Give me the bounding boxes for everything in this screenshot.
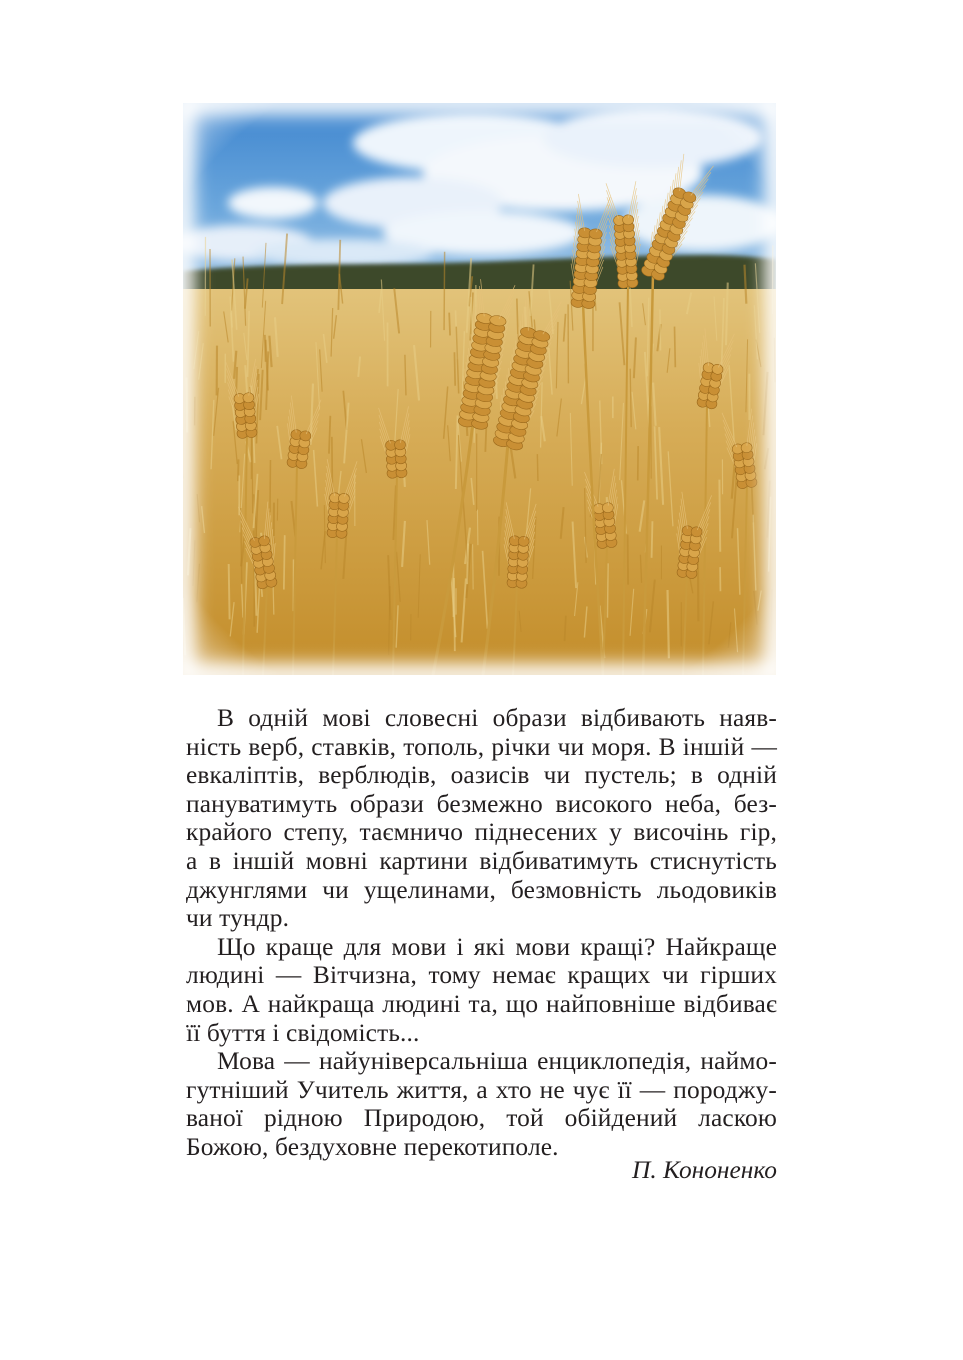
text-line: її буття і свідомість...: [186, 1018, 420, 1047]
text-line: В одній мові словесні образи відбивають наяв-: [217, 704, 777, 732]
paragraph-1: [186, 704, 777, 933]
text-line: пануватимуть образи безмежно високого неба, без-: [186, 789, 777, 818]
text-line: людині — Вітчизна, тому немає кращих чи гірших: [186, 961, 777, 990]
wheat-field-photo: [183, 103, 776, 675]
paragraph-3: [186, 1047, 777, 1161]
text-line: ваної рідною Природою, той обійдений ласкою: [186, 1104, 777, 1133]
text-line: мов. А найкраща людині та, що найповніше відбиває: [186, 989, 777, 1018]
text-line: чи тундр.: [186, 904, 290, 933]
soft-edge: [183, 103, 776, 675]
text-line: а в іншій мовні картини відбиватимуть стиснутість: [186, 846, 777, 875]
paragraph-2: [186, 933, 777, 1047]
author-signature: П. Кононенко: [632, 1156, 777, 1184]
text-line: ність верб, ставків, тополь, річки чи моря. В іншій —: [186, 732, 777, 761]
text-line: Божою, бездуховне перекотиполе.: [186, 1132, 559, 1161]
article-text: [186, 704, 777, 1162]
text-line: джунглями чи ущелинами, безмовність льодовиків: [186, 875, 777, 904]
text-line: гутніший Учитель життя, а хто не чує її — породжу-: [186, 1075, 777, 1104]
text-line: крайого степу, таємничо піднесених у височінь гір,: [186, 818, 777, 847]
text-line: евкаліптів, верблюдів, оазисів чи пустель; в одній: [186, 761, 777, 790]
wheat-field-illustration: [183, 103, 776, 675]
text-line: Мова — найуніверсальніша енциклопедія, наймо-: [217, 1047, 777, 1076]
text-line: Що краще для мови і які мови кращі? Найкраще: [217, 932, 777, 961]
